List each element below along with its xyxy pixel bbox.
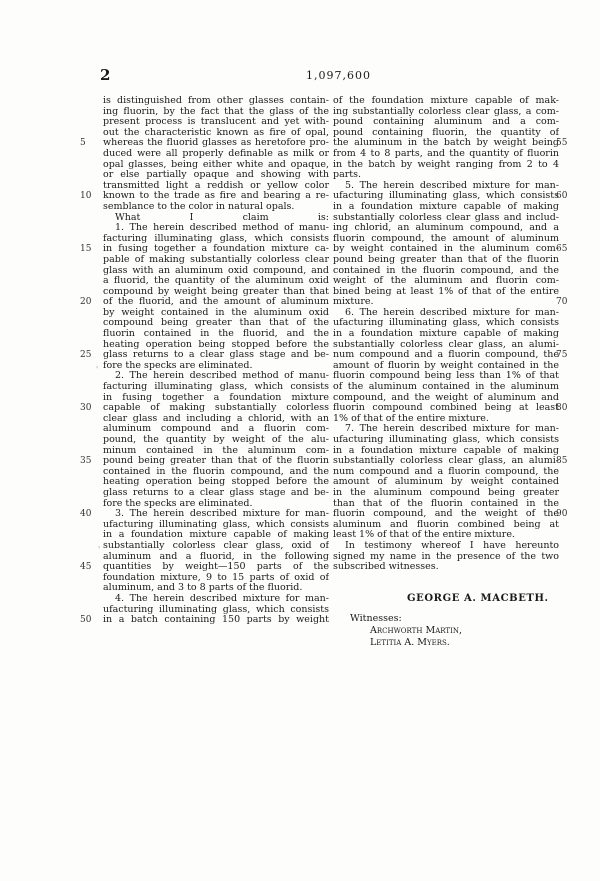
text-line: fore the specks are eliminated.	[103, 360, 253, 371]
text-line: in the aluminum compound being greater	[333, 487, 559, 498]
text-line: least 1% of that of the entire mixture.	[333, 530, 515, 541]
text-line: aluminum and a fluorid, in the following	[103, 551, 329, 562]
text-line: of the foundation mixture capable of mak-	[333, 96, 559, 106]
text-line: ufacturing illuminating glass, which consists	[333, 318, 559, 329]
text-line: in a foundation mixture capable of making	[103, 530, 329, 541]
text-line: foundation mixture, 9 to 15 parts of oxid of	[103, 572, 329, 583]
text-line: semblance to the color in natural opals.	[103, 201, 295, 212]
line-number: 80	[556, 403, 568, 414]
text-line: minum contained in the aluminum com-	[103, 445, 329, 456]
text-line: compound by weight being greater than that	[103, 286, 329, 297]
line-number: 45	[80, 562, 92, 573]
text-line: in a foundation mixture capable of making	[333, 445, 559, 456]
text-line: subscribed witnesses.	[333, 562, 439, 573]
text-line: 7. The herein described mixture for man-	[345, 424, 559, 435]
text-line: ing fluorin, by the fact that the glass of the	[103, 106, 329, 117]
text-line: duced were all properly definable as milk or	[103, 148, 329, 159]
line-number: 5	[80, 138, 86, 149]
line-number: 25	[80, 350, 92, 361]
text-line: heating operation being stopped before the	[103, 477, 329, 488]
patent-number: 1,097,600	[306, 69, 371, 82]
text-line: ufacturing illuminating glass, which consists	[333, 435, 559, 445]
text-line: whereas the fluorid glasses as heretofore pro-	[103, 138, 329, 149]
text-line: ufacturing illuminating glass, which consists	[103, 519, 329, 530]
text-line: substantially colorless clear glass, oxid of	[103, 540, 329, 551]
text-line: In testimony whereof I have hereunto	[345, 540, 559, 551]
witnesses-label: Witnesses:	[350, 613, 402, 624]
text-line: 1. The herein described method of manu-	[115, 223, 329, 234]
text-line: present process is translucent and yet with-	[103, 117, 329, 128]
margin-mark: '	[96, 365, 99, 374]
text-line: aluminum, and 3 to 8 parts of the fluorid.	[103, 583, 303, 594]
text-line: 4. The herein described mixture for man-	[115, 593, 329, 604]
witness-name: Letitia A. Myers.	[370, 637, 450, 648]
text-line: bined being at least 1% of that of the entire	[333, 286, 559, 297]
text-line: compound being greater than that of the	[103, 318, 329, 329]
text-line: glass with an aluminum oxid compound, and	[103, 265, 329, 276]
text-line: fluorin compound being less than 1% of that	[333, 371, 559, 382]
text-line: compound, and the weight of aluminum and	[333, 392, 559, 403]
text-line: num compound and a fluorin compound, the	[333, 350, 559, 361]
text-line: fluorin compound combined being at least	[333, 403, 559, 414]
text-line: parts.	[333, 170, 361, 181]
text-line: glass returns to a clear glass stage and be-	[103, 350, 329, 361]
text-line: 1% of that of the entire mixture.	[333, 413, 489, 424]
text-line: weight of the aluminum and fluorin com-	[333, 276, 559, 287]
text-line: pound being greater than that of the fluorin	[333, 254, 559, 265]
text-line: substantially colorless clear glass and includ-	[333, 212, 559, 223]
line-number: 65	[556, 244, 568, 255]
text-line: ing chlorid, an aluminum compound, and a	[333, 223, 559, 234]
text-line: aluminum and fluorin combined being at	[333, 519, 559, 530]
text-line: pable of making substantially colorless clear	[103, 254, 329, 265]
text-line: mixture.	[333, 297, 374, 308]
text-line: What I claim is:	[115, 212, 329, 223]
text-line: in a foundation mixture capable of making	[333, 201, 559, 212]
text-line: 5. The herein described mixture for man-	[345, 180, 559, 191]
text-line: fluorin compound, the amount of aluminum	[333, 233, 559, 244]
line-number: 40	[80, 509, 92, 520]
text-line: amount of aluminum by weight contained	[333, 477, 559, 488]
text-line: the aluminum in the batch by weight being	[333, 138, 559, 149]
line-number: 10	[80, 191, 92, 202]
text-line: ufacturing illuminating glass, which consists	[103, 604, 329, 615]
text-line: in fusing together a foundation mixture	[103, 392, 329, 403]
text-line: heating operation being stopped before the	[103, 339, 329, 350]
text-line: in a batch containing 150 parts by weight	[103, 615, 329, 626]
text-line: by weight contained in the aluminum com-	[333, 244, 559, 255]
left-column	[103, 96, 329, 626]
text-line: transmitted light a reddish or yellow color	[103, 180, 329, 191]
line-number: 60	[556, 191, 568, 202]
text-line: opal glasses, being either white and opaque,	[103, 159, 329, 170]
text-line: num compound and a fluorin compound, the	[333, 466, 559, 477]
text-line: ing substantially colorless clear glass, a com-	[333, 106, 559, 117]
page-number: 2	[100, 66, 111, 84]
line-number: 90	[556, 509, 568, 520]
text-line: pound, the quantity by weight of the alu-	[103, 435, 329, 445]
line-number: 35	[80, 456, 92, 467]
text-line: out the characteristic known as fire of opal,	[103, 127, 329, 138]
text-line: of the aluminum contained in the aluminum	[333, 382, 559, 393]
text-line: aluminum compound and a fluorin com-	[103, 424, 329, 435]
text-line: is distinguished from other glasses contain-	[103, 96, 329, 106]
text-line: amount of fluorin by weight contained in the	[333, 360, 559, 371]
witness-name: Archworth Martin,	[370, 625, 462, 636]
text-line: pound being greater than that of the fluorin	[103, 456, 329, 467]
text-line: glass returns to a clear glass stage and be-	[103, 487, 329, 498]
line-number: 30	[80, 403, 92, 414]
text-line: of the fluorid, and the amount of aluminum	[103, 297, 329, 308]
text-line: facturing illuminating glass, which consists	[103, 382, 329, 393]
text-line: by weight contained in the aluminum oxid	[103, 307, 329, 318]
text-line: contained in the fluorin compound, and the	[103, 466, 329, 477]
margin-mark: '	[98, 545, 101, 554]
text-line: or else partially opaque and showing with	[103, 170, 329, 181]
line-number: 70	[556, 297, 568, 308]
text-line: contained in the fluorin compound, and the	[333, 265, 559, 276]
text-line: from 4 to 8 parts, and the quantity of fluorin	[333, 148, 559, 159]
text-line: than that of the fluorin contained in the	[333, 498, 559, 509]
text-line: clear glass and including a chlorid, with an	[103, 413, 329, 424]
text-line: facturing illuminating glass, which consists	[103, 233, 329, 244]
signature: GEORGE A. MACBETH.	[407, 593, 549, 604]
witnesses-block	[350, 613, 462, 649]
text-line: known to the trade as fire and bearing a re-	[103, 191, 329, 202]
text-line: 3. The herein described mixture for man-	[115, 509, 329, 520]
text-line: fore the specks are eliminated.	[103, 498, 253, 509]
text-line: capable of making substantially colorless	[103, 403, 329, 414]
text-line: pound containing fluorin, the quantity of	[333, 127, 559, 138]
text-line: a fluorid, the quantity of the aluminum oxid	[103, 276, 329, 287]
text-line: substantially colorless clear glass, an alumi-	[333, 456, 559, 467]
line-number: 85	[556, 456, 568, 467]
text-line: signed my name in the presence of the two	[333, 551, 559, 562]
line-number: 75	[556, 350, 568, 361]
text-line: ufacturing illuminating glass, which consists	[333, 191, 559, 202]
text-line: fluorin contained in the fluorid, and the	[103, 329, 329, 340]
line-number: 55	[556, 138, 568, 149]
text-line: pound containing aluminum and a com-	[333, 117, 559, 128]
text-line: 6. The herein described mixture for man-	[345, 307, 559, 318]
line-number: 50	[80, 615, 92, 626]
text-line: quantities by weight—150 parts of the	[103, 562, 329, 573]
text-line: in fusing together a foundation mixture ca-	[103, 244, 329, 255]
text-line: 2. The herein described method of manu-	[115, 371, 329, 382]
right-column	[333, 96, 559, 573]
line-number: 20	[80, 297, 92, 308]
line-number: 15	[80, 244, 92, 255]
text-line: fluorin compound, and the weight of the	[333, 509, 559, 520]
text-line: substantially colorless clear glass, an alumi-	[333, 339, 559, 350]
text-line: in the batch by weight ranging from 2 to 4	[333, 159, 559, 170]
text-line: in a foundation mixture capable of making	[333, 329, 559, 340]
